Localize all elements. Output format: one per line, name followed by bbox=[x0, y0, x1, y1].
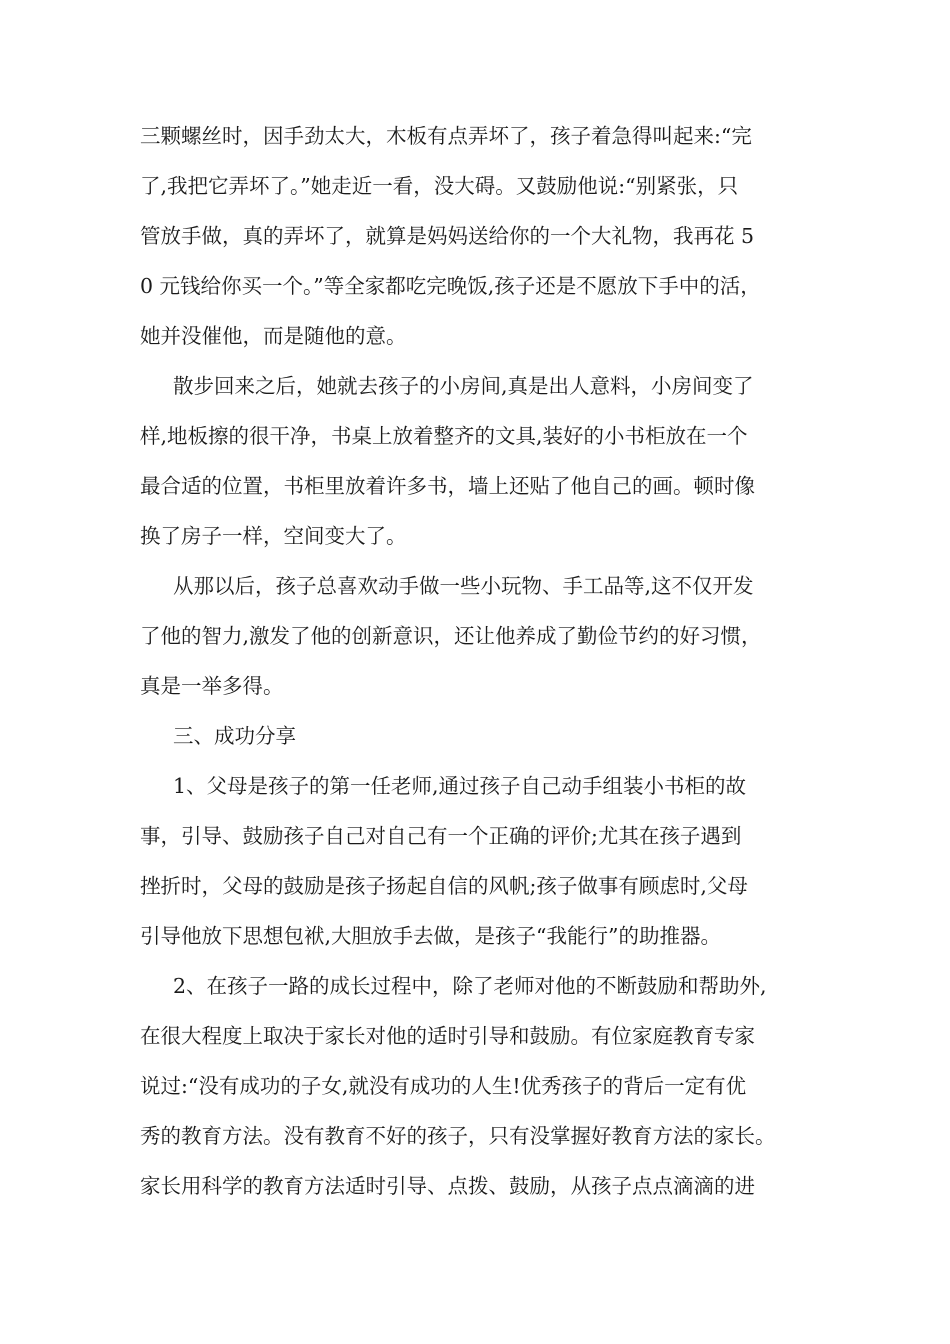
text-line: 最合适的位置，书柜里放着许多书，墙上还贴了他自己的画。顿时像 bbox=[140, 474, 755, 498]
text-line: 她并没催他，而是随他的意。 bbox=[140, 324, 407, 348]
text-line: 引导他放下思想包袱,大胆放手去做，是孩子“我能行”的助推器。 bbox=[140, 924, 721, 948]
text-line: 了,我把它弄坏了。”她走近一看，没大碍。又鼓励他说:“别紧张，只 bbox=[140, 174, 739, 198]
text-line: 说过:“没有成功的子女,就没有成功的人生!优秀孩子的背后一定有优 bbox=[140, 1074, 747, 1098]
text-line: 2、在孩子一路的成长过程中，除了老师对他的不断鼓励和帮助外, bbox=[173, 974, 767, 998]
text-line: 三、成功分享 bbox=[173, 724, 296, 748]
text-line: 0 元钱给你买一个。”等全家都吃完晚饭,孩子还是不愿放下手中的活， bbox=[140, 274, 761, 298]
text-line: 事，引导、鼓励孩子自己对自己有一个正确的评价;尤其在孩子遇到 bbox=[140, 824, 742, 848]
text-line: 样,地板擦的很干净，书桌上放着整齐的文具,装好的小书柜放在一个 bbox=[140, 424, 748, 448]
text-line: 1、父母是孩子的第一任老师,通过孩子自己动手组装小书柜的故 bbox=[173, 774, 747, 798]
text-line: 从那以后，孩子总喜欢动手做一些小玩物、手工品等,这不仅开发 bbox=[173, 574, 754, 598]
text-line: 在很大程度上取决于家长对他的适时引导和鼓励。有位家庭教育专家 bbox=[140, 1024, 755, 1048]
text-line: 管放手做，真的弄坏了，就算是妈妈送给你的一个大礼物，我再花 5 bbox=[140, 224, 755, 248]
text-line: 挫折时，父母的鼓励是孩子扬起自信的风帆;孩子做事有顾虑时,父母 bbox=[140, 874, 748, 898]
document-body bbox=[140, 111, 830, 1211]
text-line: 三颗螺丝时，因手劲太大，木板有点弄坏了，孩子着急得叫起来:“完 bbox=[140, 124, 752, 148]
text-line: 换了房子一样，空间变大了。 bbox=[140, 524, 407, 548]
text-line: 散步回来之后，她就去孩子的小房间,真是出人意料，小房间变了 bbox=[173, 374, 754, 398]
text-line: 秀的教育方法。没有教育不好的孩子，只有没掌握好教育方法的家长。 bbox=[140, 1124, 776, 1148]
text-line: 真是一举多得。 bbox=[140, 674, 284, 698]
text-line: 家长用科学的教育方法适时引导、点拨、鼓励，从孩子点点滴滴的进 bbox=[140, 1174, 755, 1198]
text-line: 了他的智力,激发了他的创新意识，还让他养成了勤俭节约的好习惯， bbox=[140, 624, 762, 648]
